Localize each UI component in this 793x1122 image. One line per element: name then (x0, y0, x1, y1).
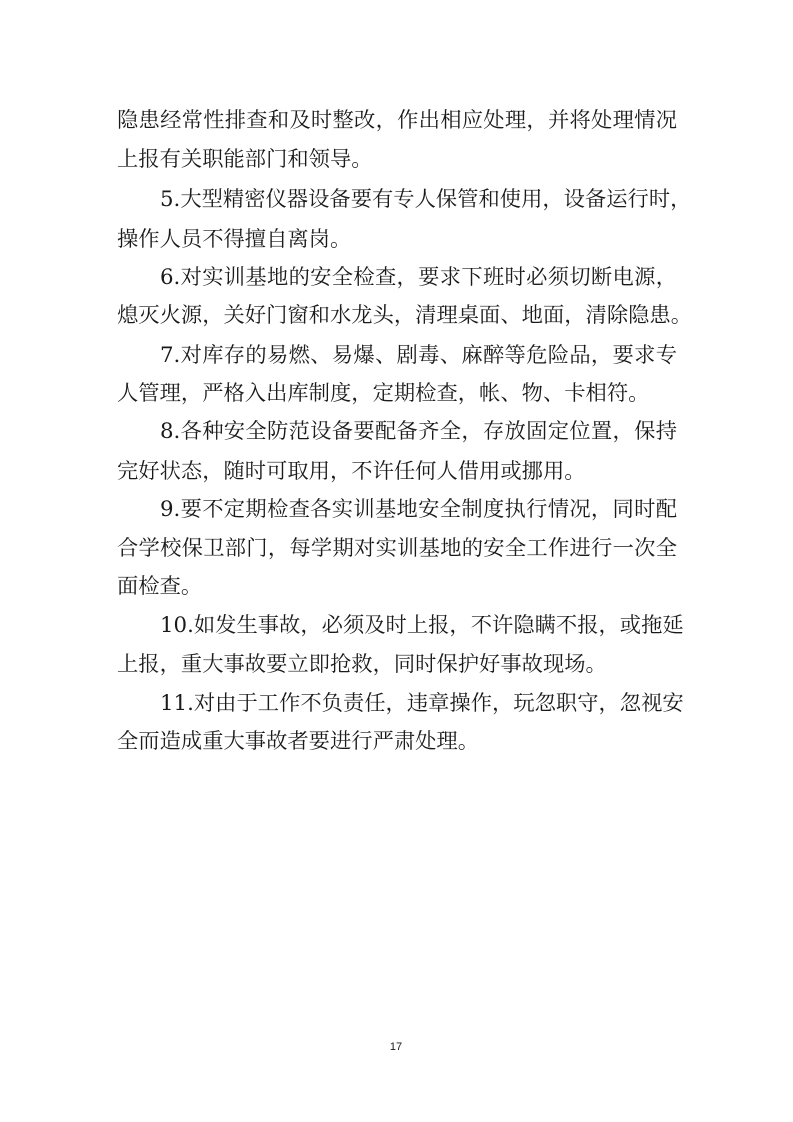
paragraph-line: 熄灭火源，关好门窗和水龙头，清理桌面、地面，清除隐患。 (117, 303, 693, 328)
paragraph-line: 5.大型精密仪器设备要有专人保管和使用，设备运行时， (160, 187, 692, 212)
paragraph-line: 8.各种安全防范设备要配备齐全，存放固定位置，保持 (160, 419, 677, 444)
paragraph-line: 9.要不定期检查各实训基地安全制度执行情况，同时配 (160, 497, 677, 522)
paragraph-line: 6.对实训基地的安全检查，要求下班时必须切断电源， (160, 265, 677, 290)
paragraph-line: 上报有关职能部门和领导。 (117, 147, 373, 172)
paragraph-line: 上报，重大事故要立即抢救，同时保护好事故现场。 (117, 652, 607, 677)
paragraph-line: 完好状态，随时可取用，不许任何人借用或挪用。 (117, 459, 586, 484)
paragraph-line: 全而造成重大事故者要进行严肃处理。 (117, 729, 480, 754)
paragraph-line: 10.如发生事故，必须及时上报，不许隐瞒不报，或拖延 (160, 613, 684, 638)
paragraph-line: 合学校保卫部门，每学期对实训基地的安全工作进行一次全 (117, 536, 677, 561)
paragraph-line: 面检查。 (117, 574, 203, 599)
paragraph-line: 人管理，严格入出库制度，定期检查，帐、物、卡相符。 (117, 381, 650, 406)
paragraph-line: 操作人员不得擅自离岗。 (117, 227, 352, 252)
paragraph-line: 11.对由于工作不负责任，违章操作，玩忽职守，忽视安 (160, 691, 684, 716)
paragraph-line: 隐患经常性排查和及时整改，作出相应处理，并将处理情况 (117, 108, 677, 133)
paragraph-line: 7.对库存的易燃、易爆、剧毒、麻醉等危险品，要求专 (160, 343, 677, 368)
page-number: 17 (389, 1041, 403, 1053)
